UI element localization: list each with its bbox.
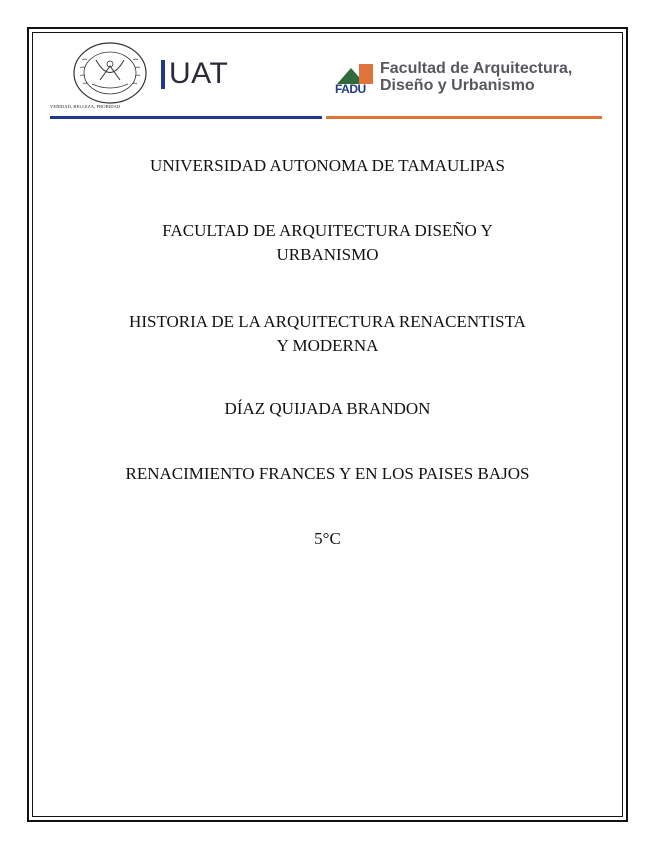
page-border-inner <box>32 32 623 817</box>
student-name: DÍAZ QUIJADA BRANDON <box>224 399 431 418</box>
seal-motto: VERIDAD, BELLEZA, PROBIDAD <box>50 104 121 109</box>
faculty-name <box>60 219 595 267</box>
fadu-name-line2: Diseño y Urbanismo <box>380 77 535 94</box>
assignment-topic: RENACIMIENTO FRANCES Y EN LOS PAISES BAJOS <box>125 464 530 483</box>
fadu-acronym: FADU <box>335 82 366 96</box>
document-header <box>50 38 605 122</box>
uat-logo <box>161 58 228 90</box>
fadu-name-line1: Facultad de Arquitectura, <box>380 60 573 77</box>
faculty-name-line1: FACULTAD DE ARQUITECTURA DISEÑO Y <box>162 221 493 240</box>
subject-name-line2: Y MODERNA <box>276 336 379 355</box>
uat-logo-bar <box>161 60 165 89</box>
fadu-logo <box>335 60 605 100</box>
uat-seal-logo <box>70 40 150 106</box>
faculty-name-line2: URBANISMO <box>276 245 379 264</box>
university-name: UNIVERSIDAD AUTONOMA DE TAMAULIPAS <box>150 156 505 175</box>
header-rule-orange <box>326 116 602 119</box>
header-rule-blue <box>50 116 322 119</box>
group-grade: 5°C <box>314 529 341 548</box>
subject-name-line1: HISTORIA DE LA ARQUITECTURA RENACENTISTA <box>129 312 526 331</box>
subject-name <box>60 310 595 358</box>
uat-logo-text: UAT <box>169 57 229 90</box>
